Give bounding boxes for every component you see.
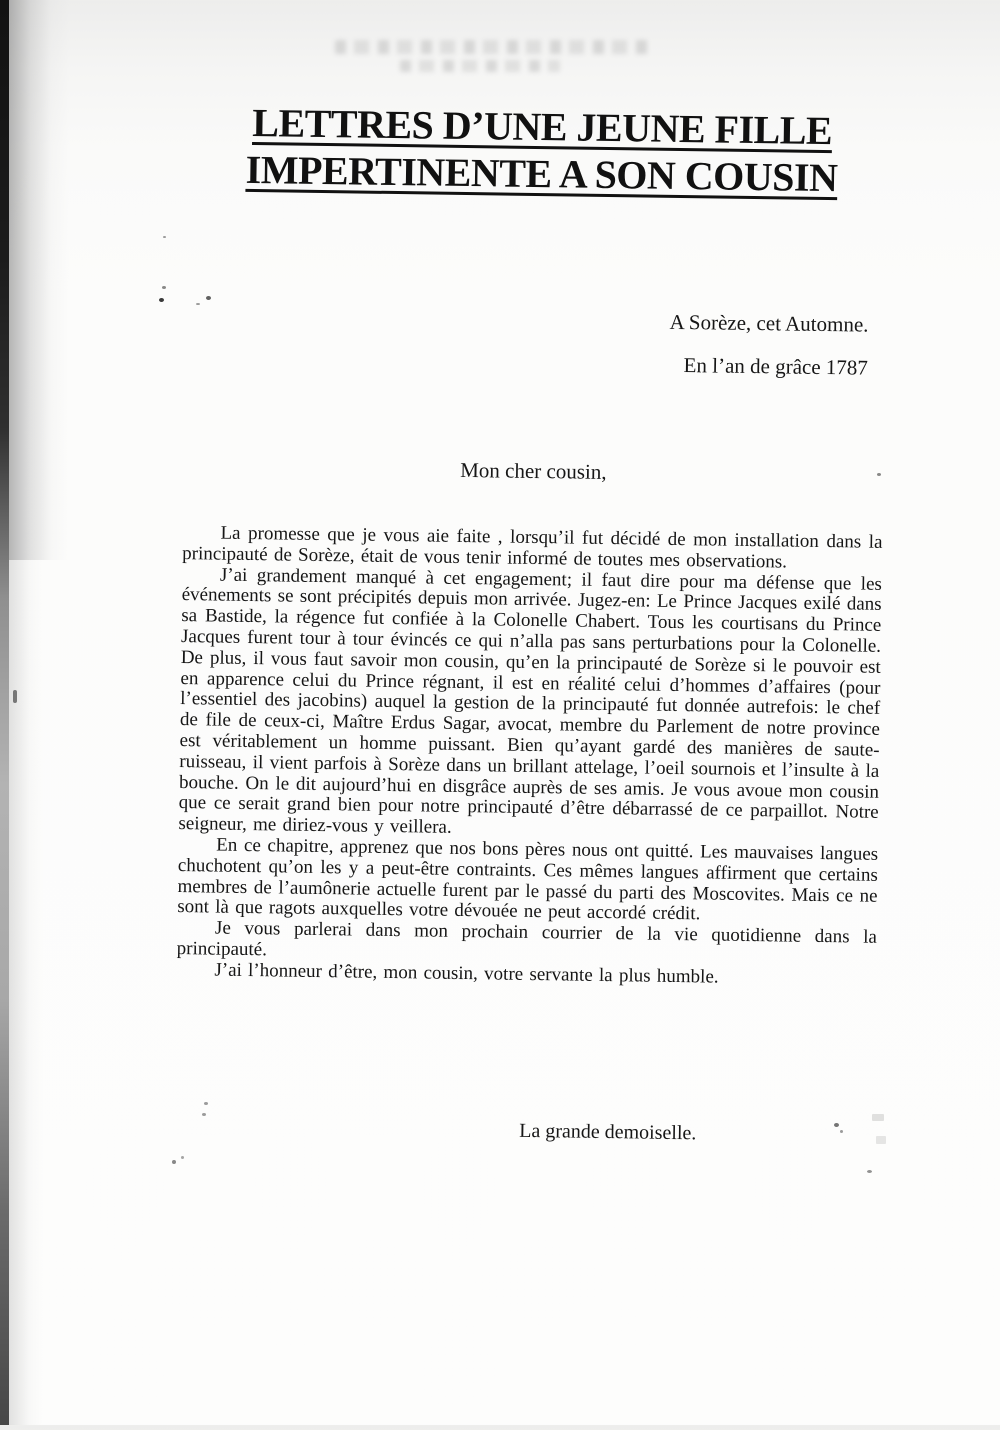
scan-speck: [876, 1136, 886, 1144]
letter-content: [170, 0, 890, 1430]
dateline-year: En l’an de grâce 1787: [683, 353, 869, 380]
scan-speck: [163, 236, 166, 238]
spine-shadow-upper: [9, 0, 69, 560]
letter-body: [176, 523, 882, 990]
paragraph: J’ai grandement manqué à cet engagement; il faut dire pour ma défense que les événements se sont précipités depuis mon arrivée. Jugez-en: Le Prince Jacques exilé dans sa Bastide, la régence fut confiée à la Colonelle Chabert. Tous les courtisans du Prince Jacques furent tour à tour évincés ce qui n’alla pas sans perturbations pour la Colonelle. De plus, il vous faut savoir mon cousin, qu’en la principauté de Sorèze si le pouvoir est en apparence celui du Prince régnant, il est en réalité celui d’hommes d’affaires (pour l’essentiel des jacobins) auquel la gestion de la principauté fut donnée autrefois: le chef de file de ceux-ci, Maître Erdus Sagar, avocat, membre du Parlement de notre province est véritablement un homme puissant. Bien qu’ayant gardé des manières de saute-ruisseau, il vient parfois à Sorèze dans un brillant attelage, l’oeil sournois et l’insulte à la bouche. On le dit aujourd’hui en disgrâce auprès de ses amis. Je vous avoue mon cousin que ce serait grand bien pour notre principauté d’être débarrassé de ce parpaillot. Notre seigneur, me diriez-vous y veillera.: [178, 564, 883, 839]
paragraph: La promesse que je vous aie faite , lorsqu’il fut décidé de mon installation dans la principauté de Sorèze, était de vous tenir informé de toutes mes observations.: [182, 522, 883, 573]
paragraph: J’ai l’honneur d’être, mon cousin, votre servante la plus humble.: [214, 959, 719, 988]
page-title: [195, 98, 888, 202]
title-line-2: IMPERTINENTE A SON COUSIN: [245, 146, 838, 201]
scan-speck: [13, 690, 17, 703]
paragraph: En ce chapitre, apprenez que nos bons pères nous ont quitté. Les mauvaises langues chuchotent qu’on les y a peut-être contraints. Ces mêmes langues affirment que certains membres de l’aumônerie actuelle furent par le passé du parti des Moscovites. Mais ce ne sont là que ragots auxquelles votre dévouée ne peut accordé crédit.: [177, 834, 879, 925]
scan-speck: [162, 286, 166, 289]
title-line-1: LETTRES D’UNE JEUNE FILLE: [252, 99, 833, 154]
dateline: [185, 294, 886, 390]
scan-speck: [159, 298, 164, 302]
dateline-place: A Sorèze, cet Automne.: [669, 309, 869, 337]
paragraph: Je vous parlerai dans mon prochain courrier de la vie quotidienne dans la principauté.: [176, 917, 878, 961]
book-spine-edge: [0, 0, 9, 1425]
signature: La grande demoiselle.: [519, 1119, 697, 1145]
salutation: Mon cher cousin,: [460, 457, 607, 484]
